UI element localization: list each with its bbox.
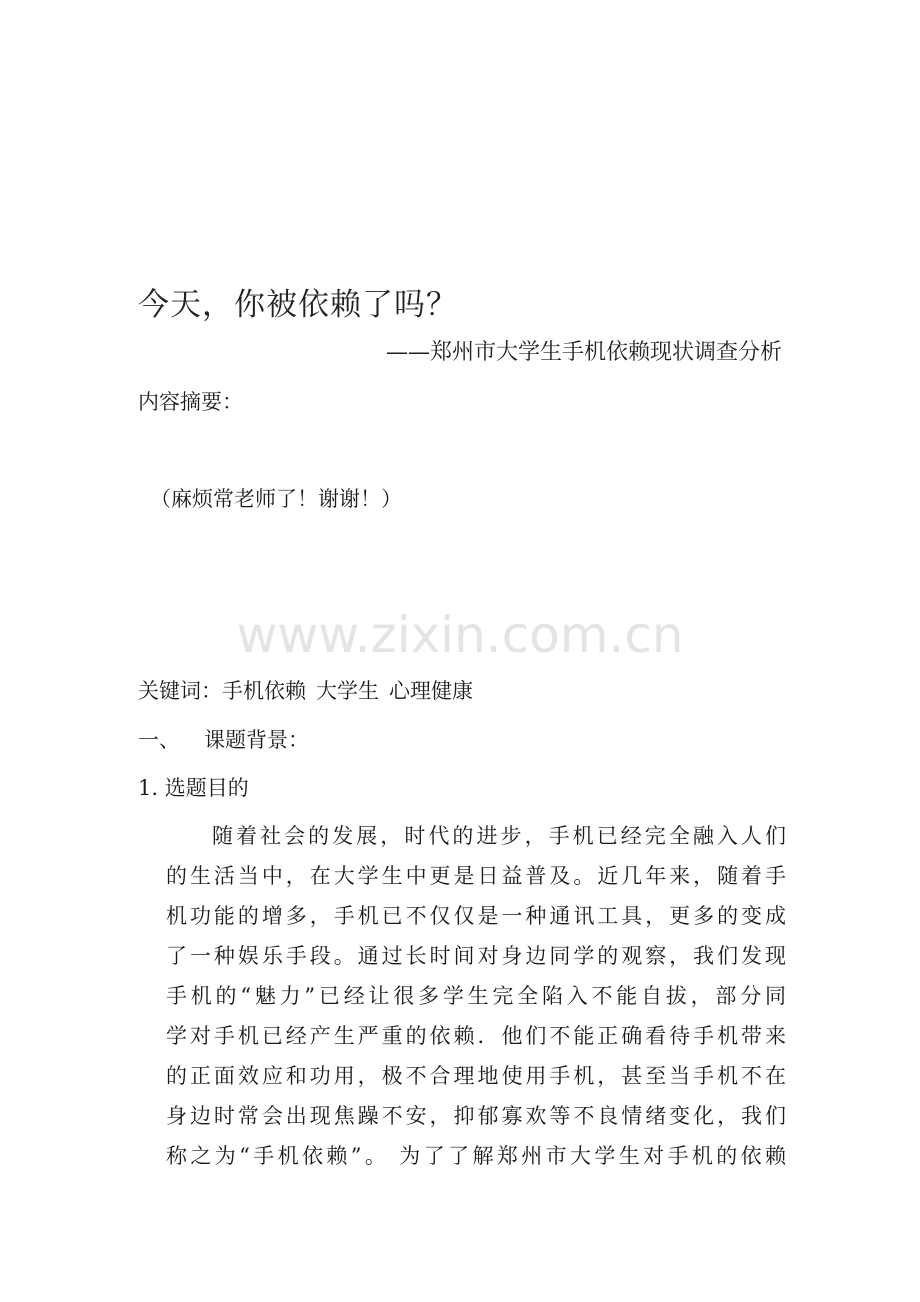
paragraph-line: 的正面效应和功用，极不合理地使用手机，甚至当手机不在	[166, 1064, 786, 1088]
paragraph-line: 手机的“魅力”已经让很多学生完全陷入不能自拔，部分同	[166, 984, 786, 1008]
keyword: 手机依赖	[222, 679, 306, 703]
thanks-note: （麻烦常老师了！谢谢！）	[150, 487, 402, 511]
section-number: 一、	[138, 728, 180, 752]
subsection-heading: 1. 选题目的	[138, 776, 249, 800]
paragraph-line: 称之为“手机依赖”。 为了了解郑州市大学生对手机的依赖	[166, 1144, 786, 1168]
section-title: 课题背景：	[204, 728, 309, 752]
document-title: 今天，你被依赖了吗？	[138, 287, 458, 323]
body-paragraph	[166, 816, 786, 1176]
paragraph-line: 随着社会的发展，时代的进步，手机已经完全融入人们	[212, 824, 786, 848]
paragraph-line: 身边时常会出现焦躁不安，抑郁寡欢等不良情绪变化，我们	[166, 1104, 786, 1128]
watermark: www.zixin.com.cn	[236, 606, 684, 664]
paragraph-line: 的生活当中，在大学生中更是日益普及。近几年来，随着手	[166, 864, 786, 888]
abstract-label: 内容摘要：	[138, 390, 243, 414]
section-heading	[138, 724, 309, 756]
keywords-label: 关键词：	[138, 679, 222, 703]
paragraph-line: 机功能的增多，手机已不仅仅是一种通讯工具，更多的变成	[166, 904, 786, 928]
keywords-line	[138, 675, 483, 707]
keyword: 大学生	[316, 679, 379, 703]
keyword: 心理健康	[389, 679, 473, 703]
paragraph-line: 学对手机已经产生严重的依赖．他们不能正确看待手机带来	[166, 1024, 786, 1048]
document-subtitle: ——郑州市大学生手机依赖现状调查分析	[385, 340, 782, 365]
paragraph-line: 了一种娱乐手段。通过长时间对身边同学的观察，我们发现	[166, 944, 786, 968]
